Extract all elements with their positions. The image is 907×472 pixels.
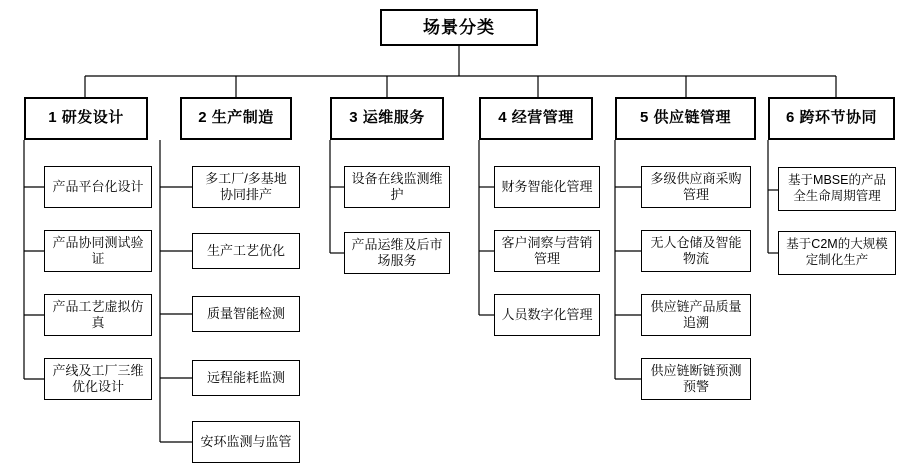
leaf-node (494, 294, 600, 336)
leaf-label: 生产工艺优化 (206, 242, 285, 258)
leaf-label: 产品工艺虚拟仿真 (52, 298, 144, 330)
root-node (380, 9, 538, 46)
leaf-label: 基于C2M的大规模定制化生产 (786, 237, 888, 267)
category-label: 1 研发设计 (48, 109, 124, 127)
leaf-label: 产品运维及后市场服务 (351, 236, 443, 268)
category-label: 4 经营管理 (498, 109, 574, 127)
leaf-node (44, 166, 152, 208)
leaf-node (641, 294, 751, 336)
category-label: 3 运维服务 (349, 109, 425, 127)
category-node-2 (180, 97, 292, 140)
leaf-node (192, 166, 300, 208)
leaf-label: 质量智能检测 (206, 305, 285, 321)
leaf-label: 财务智能化管理 (501, 178, 593, 194)
leaf-label: 基于MBSE的产品全生命周期管理 (788, 173, 886, 203)
category-node-3 (330, 97, 444, 140)
leaf-node (192, 233, 300, 269)
leaf-node (778, 231, 896, 275)
leaf-label: 产品协同测试验证 (52, 234, 144, 266)
leaf-node (44, 294, 152, 336)
category-node-1 (24, 97, 148, 140)
leaf-node (344, 166, 450, 208)
category-label: 5 供应链管理 (639, 109, 731, 127)
leaf-node (192, 296, 300, 332)
leaf-node (44, 230, 152, 272)
leaf-label: 产线及工厂三维优化设计 (52, 362, 144, 394)
leaf-label: 多工厂/多基地协同排产 (205, 170, 287, 202)
category-label: 2 生产制造 (198, 109, 274, 127)
leaf-node (641, 358, 751, 400)
category-node-6 (768, 97, 895, 140)
leaf-label: 设备在线监测维护 (351, 170, 443, 202)
leaf-node (778, 167, 896, 211)
category-node-4 (479, 97, 593, 140)
leaf-node (192, 421, 300, 463)
category-label: 6 跨环节协同 (785, 109, 877, 127)
leaf-node (494, 166, 600, 208)
leaf-label: 产品平台化设计 (52, 178, 144, 194)
leaf-label: 远程能耗监测 (206, 369, 285, 385)
leaf-node (494, 230, 600, 272)
leaf-node (344, 232, 450, 274)
leaf-node (192, 360, 300, 396)
leaf-label: 安环监测与监管 (200, 433, 292, 449)
leaf-label: 供应链断链预测预警 (650, 362, 742, 394)
leaf-label: 供应链产品质量追溯 (650, 298, 742, 330)
leaf-label: 多级供应商采购管理 (650, 170, 742, 202)
leaf-label: 人员数字化管理 (501, 306, 593, 322)
leaf-node (641, 230, 751, 272)
leaf-label: 客户洞察与营销管理 (501, 234, 593, 266)
leaf-node (641, 166, 751, 208)
leaf-label: 无人仓储及智能物流 (650, 234, 742, 266)
root-node-label: 场景分类 (423, 17, 495, 37)
leaf-node (44, 358, 152, 400)
category-node-5 (615, 97, 756, 140)
